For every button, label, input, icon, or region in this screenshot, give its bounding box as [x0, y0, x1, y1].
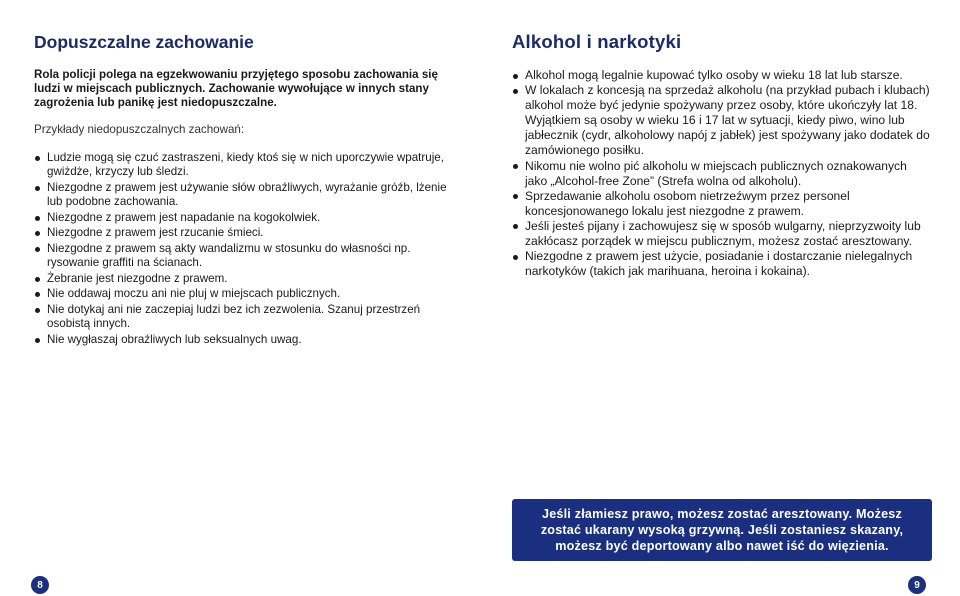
list-item: Nie wygłaszaj obraźliwych lub seksualnych uwag. [34, 333, 454, 347]
list-item: Nikomu nie wolno pić alkoholu w miejscach publicznych oznakowanych jako „Alcohol-free Zone” (Strefa wolna od alkoholu). [512, 159, 932, 189]
page-number-badge-right: 9 [908, 576, 926, 594]
list-item: W lokalach z koncesją na sprzedaż alkoholu (na przykład pubach i klubach) alkohol może być jedynie spożywany przez osoby, które ukończyły lat 18. Wyjątkiem są osoby w wieku 16 i 17 lat w sytuacji, kiedy piwo, wino lub jabłecznik (cydr, alkoholowy napój z jabłek) jest spożywany jako dodatek do zamówionego posiłku. [512, 83, 932, 158]
list-item: Nie dotykaj ani nie zaczepiaj ludzi bez ich zezwolenia. Szanuj przestrzeń osobistą innych. [34, 303, 454, 332]
list-item: Niezgodne z prawem jest napadanie na kogokolwiek. [34, 211, 454, 225]
list-item: Niezgodne z prawem jest rzucanie śmieci. [34, 226, 454, 240]
section-heading-behaviour: Dopuszczalne zachowanie [34, 32, 254, 52]
intro-paragraph: Rola policji polega na egzekwowaniu przyjętego sposobu zachowania się ludzi w miejscach publicznych. Zachowanie wywołujące w innych stany zagrożenia lub panikę jest niedopuszczalne. [34, 68, 438, 109]
list-item: Niezgodne z prawem jest używanie słów obraźliwych, wyrażanie gróźb, lżenie lub podobne zachowania. [34, 181, 454, 210]
list-item: Niezgodne z prawem jest użycie, posiadanie i dostarczanie nielegalnych narkotyków (takich jak marihuana, heroina i kokaina). [512, 249, 932, 279]
list-item: Żebranie jest niezgodne z prawem. [34, 272, 454, 286]
page-number-badge-left: 8 [31, 576, 49, 594]
list-item: Niezgodne z prawem są akty wandalizmu w stosunku do własności np. rysowanie graffiti na ścianach. [34, 242, 454, 271]
examples-label: Przykłady niedopuszczalnych zachowań: [34, 123, 245, 136]
warning-callout-box [512, 499, 932, 561]
list-item: Jeśli jesteś pijany i zachowujesz się w sposób wulgarny, nieprzyzwoity lub zakłócasz porządek w miejscu publicznym, możesz zostać aresztowany. [512, 219, 932, 249]
section-heading-alcohol: Alkohol i narkotyki [512, 31, 682, 52]
alcohol-list [512, 68, 932, 279]
warning-callout-text: Jeśli złamiesz prawo, możesz zostać aresztowany. Możesz zostać ukarany wysoką grzywną. Jeśli zostaniesz skazany, możesz być deportowany albo nawet iść do więzienia. [540, 507, 904, 553]
list-item: Alkohol mogą legalnie kupować tylko osoby w wieku 18 lat lub starsze. [512, 68, 932, 83]
list-item: Sprzedawanie alkoholu osobom nietrzeźwym przez personel koncesjonowanego lokalu jest niezgodne z prawem. [512, 189, 932, 219]
list-item: Ludzie mogą się czuć zastraszeni, kiedy ktoś się w nich uporczywie wpatruje, gwiżdże, krzyczy lub śledzi. [34, 151, 454, 180]
behaviour-list [34, 151, 454, 349]
list-item: Nie oddawaj moczu ani nie pluj w miejscach publicznych. [34, 287, 454, 301]
